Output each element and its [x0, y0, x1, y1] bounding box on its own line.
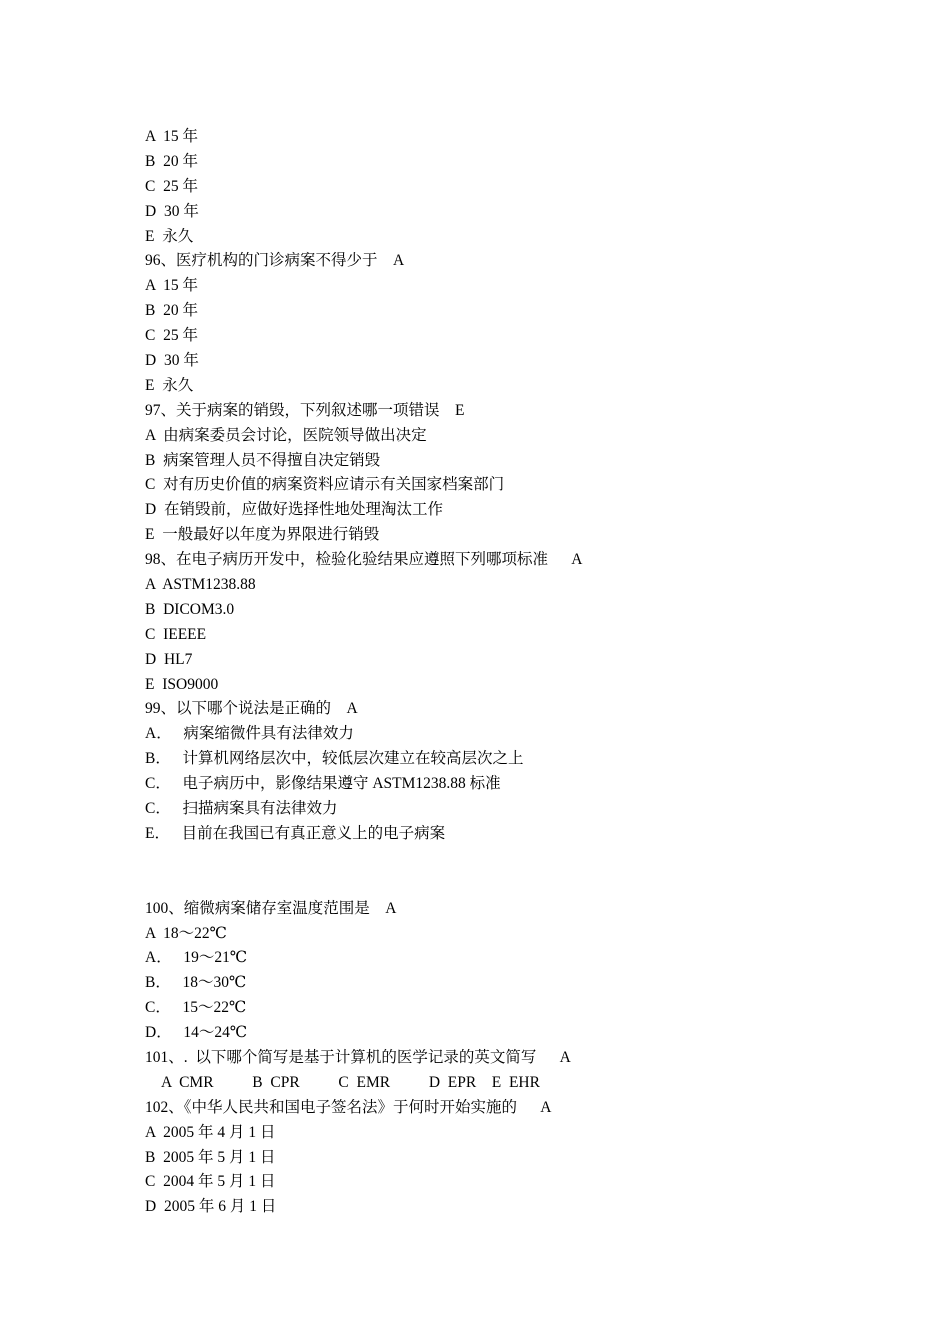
- question-99: 99、以下哪个说法是正确的 A: [145, 700, 358, 718]
- option-line-inline: A CMR B CPR C EMR D EPR E EHR: [161, 1073, 540, 1091]
- option-line: A 2005 年 4 月 1 日: [145, 1123, 276, 1141]
- option-line: C 25 年: [145, 327, 198, 345]
- option-line: A 18～22℃: [145, 924, 227, 942]
- option-line: A． 病案缩微件具有法律效力: [145, 725, 354, 743]
- option-line: E． 目前在我国已有真正意义上的电子病案: [145, 824, 446, 842]
- option-line: D 30 年: [145, 352, 199, 370]
- blank-line: [145, 847, 845, 872]
- option-line: A 15 年: [145, 128, 198, 145]
- option-line: D HL7: [145, 650, 193, 668]
- option-line: C 25 年: [145, 177, 198, 195]
- question-96: 96、医疗机构的门诊病案不得少于 A: [145, 252, 405, 270]
- option-line: E 永久: [145, 376, 194, 394]
- option-line: A ASTM1238.88: [145, 576, 256, 594]
- question-98: 98、在电子病历开发中，检验化验结果应遵照下列哪项标准 A: [145, 551, 583, 569]
- option-line: E ISO9000: [145, 675, 219, 693]
- option-line: B 病案管理人员不得擅自决定销毁: [145, 451, 381, 469]
- option-line: C 2004 年 5 月 1 日: [145, 1173, 276, 1191]
- option-line: C． 扫描病案具有法律效力: [145, 800, 338, 818]
- option-line: D 2005 年 6 月 1 日: [145, 1198, 277, 1216]
- option-line: B． 18～30℃: [145, 974, 247, 992]
- question-100: 100、缩微病案储存室温度范围是 A: [145, 899, 397, 917]
- option-line: B 20 年: [145, 302, 198, 320]
- option-line: B DICOM3.0: [145, 600, 235, 618]
- option-line: E 永久: [145, 227, 194, 245]
- question-101: 101、. 以下哪个简写是基于计算机的医学记录的英文简写 A: [145, 1048, 571, 1066]
- option-line: D 在销毁前，应做好选择性地处理淘汰工作: [145, 501, 443, 519]
- option-line: A 15 年: [145, 277, 198, 295]
- question-97: 97、关于病案的销毁，下列叙述哪一项错误 E: [145, 401, 465, 419]
- option-line: B 20 年: [145, 152, 198, 170]
- option-line: B 2005 年 5 月 1 日: [145, 1148, 276, 1166]
- option-line: C． 电子病历中，影像结果遵守 ASTM1238.88 标准: [145, 775, 501, 793]
- option-line: C 对有历史价值的病案资料应请示有关国家档案部门: [145, 476, 505, 494]
- option-line: A． 19～21℃: [145, 949, 248, 967]
- question-list: [145, 125, 845, 1220]
- question-102: 102、《中华人民共和国电子签名法》于何时开始实施的 A: [145, 1098, 552, 1116]
- option-line: A 由病案委员会讨论，医院领导做出决定: [145, 426, 427, 444]
- option-line: E 一般最好以年度为界限进行销毁: [145, 526, 380, 544]
- option-line: D 30 年: [145, 202, 199, 220]
- option-line: B． 计算机网络层次中，较低层次建立在较高层次之上: [145, 750, 524, 768]
- option-line: C． 15～22℃: [145, 999, 247, 1017]
- option-line: C IEEEE: [145, 625, 207, 643]
- blank-line: [145, 872, 845, 897]
- option-line: D． 14～24℃: [145, 1024, 248, 1042]
